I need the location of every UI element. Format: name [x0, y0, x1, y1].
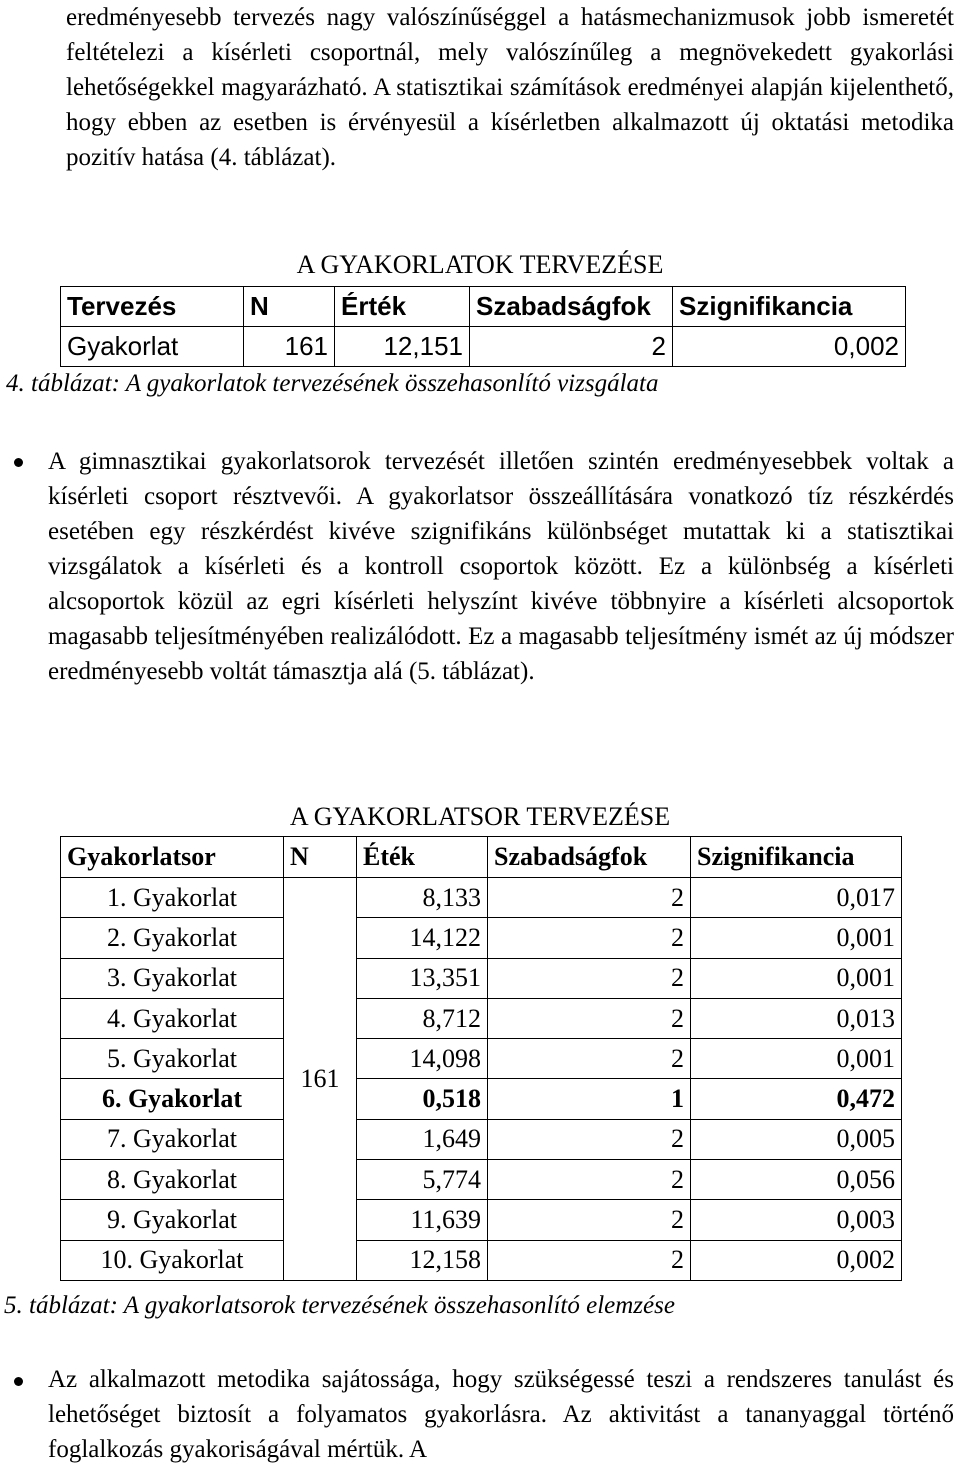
table5-row-sig: 0,003 — [691, 1200, 902, 1240]
table4-title: A GYAKORLATOK TERVEZÉSE — [296, 250, 664, 279]
table4-row — [61, 327, 906, 367]
table5-header-gyakorlatsor: Gyakorlatsor — [61, 837, 284, 878]
table5-row-label: 1. Gyakorlat — [61, 878, 284, 918]
table4-header-n: N — [244, 287, 335, 327]
table5-row-value: 8,712 — [357, 998, 488, 1038]
table-row — [61, 1200, 902, 1240]
table5-row-label: 2. Gyakorlat — [61, 918, 284, 958]
table5-row-value: 0,518 — [357, 1079, 488, 1119]
table-row — [61, 1119, 902, 1159]
table5-row-df: 2 — [488, 1119, 691, 1159]
table5-title: A GYAKORLATSOR TERVEZÉSE — [289, 802, 671, 831]
table5-row-df: 2 — [488, 958, 691, 998]
table5-row-value: 12,158 — [357, 1240, 488, 1280]
table5-row-label: 5. Gyakorlat — [61, 1039, 284, 1079]
table5-row-label: 4. Gyakorlat — [61, 998, 284, 1038]
table5-row-label: 7. Gyakorlat — [61, 1119, 284, 1159]
table5-row-label: 8. Gyakorlat — [61, 1160, 284, 1200]
table5-row-sig: 0,001 — [691, 1039, 902, 1079]
table4-header-row — [61, 287, 906, 327]
table-row — [61, 1160, 902, 1200]
table5-row-sig: 0,056 — [691, 1160, 902, 1200]
table-row — [61, 918, 902, 958]
table5-row-sig: 0,013 — [691, 998, 902, 1038]
bullet-icon — [14, 458, 23, 467]
table5-row-df: 2 — [488, 1039, 691, 1079]
table-row — [61, 958, 902, 998]
table5 — [60, 836, 902, 1281]
table5-row-value: 5,774 — [357, 1160, 488, 1200]
table5-n-cell: 161 — [284, 878, 357, 1281]
table5-row-df: 1 — [488, 1079, 691, 1119]
table5-row-sig: 0,002 — [691, 1240, 902, 1280]
table-row-highlighted — [61, 1079, 902, 1119]
table5-row-value: 14,122 — [357, 918, 488, 958]
table5-row-df: 2 — [488, 918, 691, 958]
table5-row-df: 2 — [488, 1160, 691, 1200]
table-row — [61, 1039, 902, 1079]
table4-cell-n: 161 — [244, 327, 335, 367]
table5-row-value: 8,133 — [357, 878, 488, 918]
table5-row-value: 13,351 — [357, 958, 488, 998]
table5-row-df: 2 — [488, 1200, 691, 1240]
table-row — [61, 1240, 902, 1280]
table-row — [61, 998, 902, 1038]
table5-header-row — [61, 837, 902, 878]
table-row — [61, 878, 902, 918]
table5-row-df: 2 — [488, 1240, 691, 1280]
table5-header-szignifikancia: Szignifikancia — [691, 837, 902, 878]
table5-row-sig: 0,001 — [691, 918, 902, 958]
table5-header-szabadsagfok: Szabadságfok — [488, 837, 691, 878]
table5-header-etek: Éték — [357, 837, 488, 878]
table4-caption: 4. táblázat: A gyakorlatok tervezésének összehasonlító vizsgálata — [6, 370, 659, 397]
table5-row-sig: 0,005 — [691, 1119, 902, 1159]
table5-row-label: 10. Gyakorlat — [61, 1240, 284, 1280]
table4-cell-name: Gyakorlat — [61, 327, 244, 367]
table5-row-sig: 0,472 — [691, 1079, 902, 1119]
table4-header-ertek: Érték — [335, 287, 470, 327]
table5-row-sig: 0,017 — [691, 878, 902, 918]
table5-row-sig: 0,001 — [691, 958, 902, 998]
bullet-icon — [14, 1377, 23, 1386]
table4-cell-df: 2 — [470, 327, 673, 367]
table5-row-df: 2 — [488, 998, 691, 1038]
table5-row-value: 14,098 — [357, 1039, 488, 1079]
table5-row-label: 6. Gyakorlat — [61, 1079, 284, 1119]
bullet1-paragraph: A gimnasztikai gyakorlatsorok tervezését illetően szintén eredményesebbek voltak a kísérleti csoport résztvevői. A gyakorlatsor összeállítására vonatkozó tíz részkérdés esetében egy részkérdést kivéve szignifikáns különbséget mutattak ki a statisztikai vizsgálatok a kísérleti és a kontroll csoportok között. Ez a különbség a kísérleti alcsoportok közül az egri kísérleti helyszínt kivéve többnyire a kísérleti alcsoportok magasabb teljesítményében realizálódott. Ez a magasabb teljesítmény ismét az új módszer eredményesebb voltát támasztja alá (5. táblázat). — [48, 448, 954, 685]
table5-row-value: 11,639 — [357, 1200, 488, 1240]
table4-header-szignifikancia: Szignifikancia — [673, 287, 906, 327]
table5-row-df: 2 — [488, 878, 691, 918]
table5-row-value: 1,649 — [357, 1119, 488, 1159]
table5-row-label: 9. Gyakorlat — [61, 1200, 284, 1240]
table4-cell-sig: 0,002 — [673, 327, 906, 367]
intro-paragraph: eredményesebb tervezés nagy valószínűséggel a hatásmechanizmusok jobb ismeretét feltételezi a kísérleti csoportnál, mely valószínűleg a megnövekedett gyakorlási lehetőségekkel magyarázható. A statisztikai számítások eredményei alapján kijelenthető, hogy ebben az esetben is érvényesül a kísérletben alkalmazott új oktatási metodika pozitív hatása (4. táblázat). — [66, 4, 954, 171]
table4-header-szabadsagfok: Szabadságfok — [470, 287, 673, 327]
bullet2-paragraph: Az alkalmazott metodika sajátossága, hogy szükségessé teszi a rendszeres tanulást és lehetőséget biztosít a folyamatos gyakorlásra. Az aktivitást a tananyaggal történő foglalkozás gyakoriságával mértük. A — [48, 1366, 954, 1463]
table5-row-label: 3. Gyakorlat — [61, 958, 284, 998]
table4 — [60, 286, 906, 367]
table4-header-tervezes: Tervezés — [61, 287, 244, 327]
table4-cell-ertek: 12,151 — [335, 327, 470, 367]
table5-header-n: N — [284, 837, 357, 878]
table5-caption: 5. táblázat: A gyakorlatsorok tervezésének összehasonlító elemzése — [4, 1292, 675, 1319]
